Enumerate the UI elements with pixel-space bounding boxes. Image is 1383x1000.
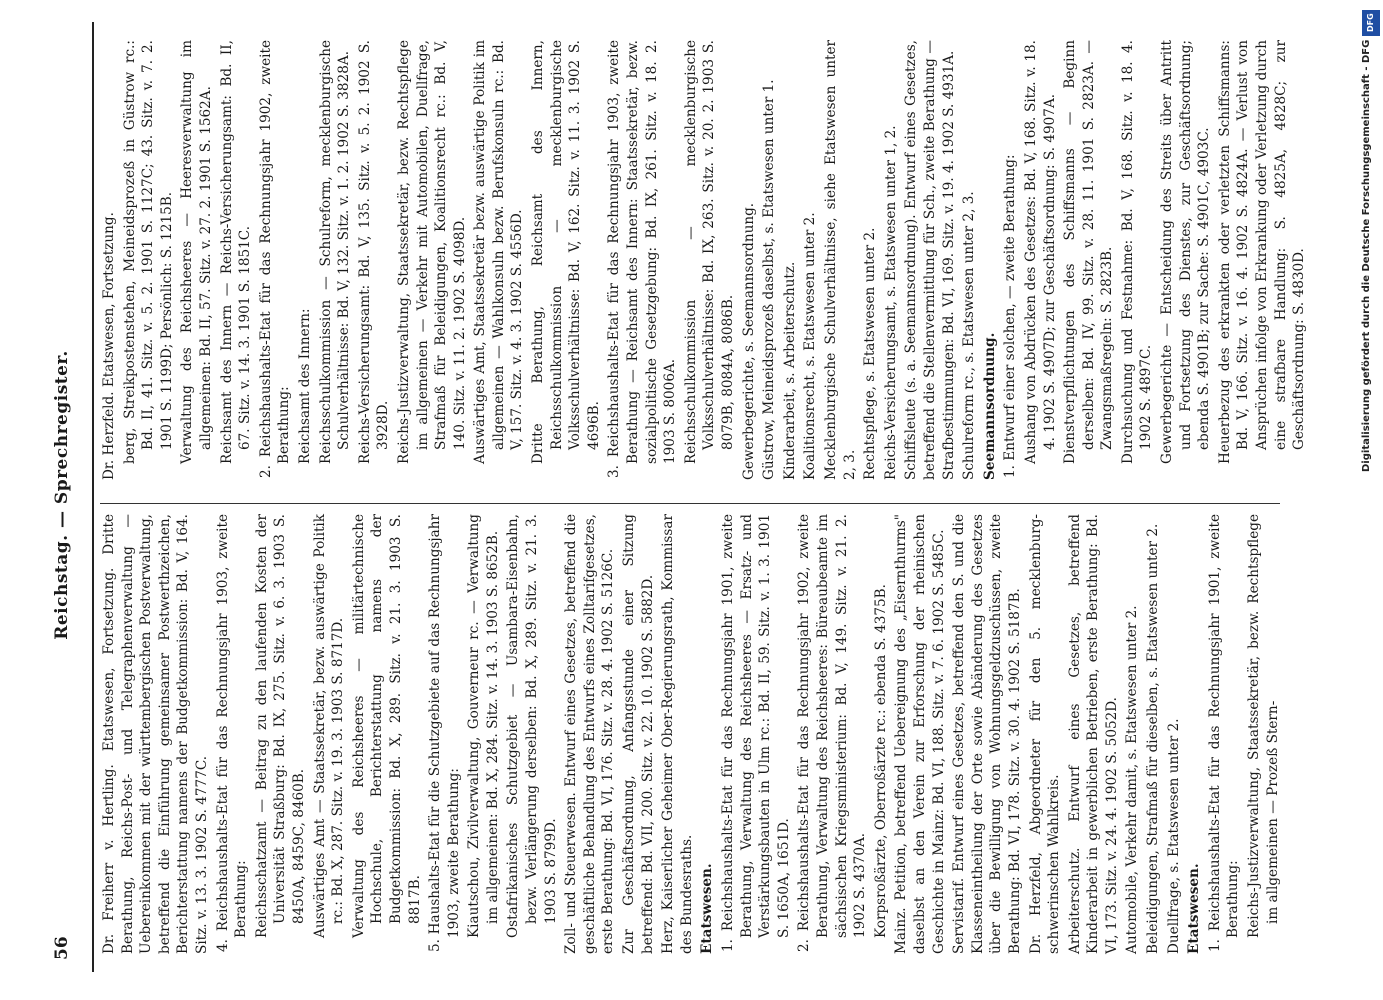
- right-entry: Mecklenburgische Schulverhältnisse, siehe Etatswesen unter 2, 3.: [822, 40, 858, 480]
- left-entry: Auswärtiges Amt — Staatssekretär, bezw. auswärtige Politik rc.: Bd. X, 287. Sitz. v. 19. 3. 1903 S. 8717D.: [311, 514, 347, 938]
- right-entry: Dr. Herzfeld. Etatswesen, Fortsetzung.: [101, 212, 117, 480]
- left-entry: Beleidigungen, Strafmaß für dieselben, s. Etatswesen unter 2.: [1145, 523, 1162, 954]
- right-entry: Heuerbezug des erkrankten oder verletzten Schiffsmanns: Bd. V, 166. Sitz. v. 16. 4. 1902 S. 4824A. — Verlust von Ansprüchen infolge von Erkrankung oder Verletzung durch eine strafbare Handlung: S. 4825A, 4828C; zur Geschäftsordnung: S. 4830D.: [1216, 40, 1308, 464]
- left-entry: Mainz. Petition, betreffend Uebereignung des „Eisernthurms" daselbst an den Verein zur Erforschung der rheinischen Geschichte in Mainz: Bd. VI, 188. Sitz. v. 7. 6. 1902 S. 5485C.: [893, 514, 947, 954]
- right-entry: Reichsamt des Innern:: [296, 308, 313, 464]
- left-entry: Etatswesen.: [1186, 863, 1203, 954]
- right-entry: Rechtspflege, s. Etatswesen unter 2.: [862, 227, 879, 480]
- right-entry: Verwaltung des Reichsheeres — Heeresverwaltung im allgemeinen: Bd. II, 57. Sitz. v. 27. 2. 1901 S. 1562A.: [179, 40, 214, 464]
- left-entry: Zur Geschäftsordnung, Anfangsstunde einer Sitzung betreffend: Bd. VII, 200. Sitz. v. 22. 10. 1902 S. 5882D.: [621, 514, 656, 954]
- left-entry: Arbeiterschutz. Entwurf eines Gesetzes, betreffend Kinderarbeit in gewerblichen Betrieben, erste Berathung: Bd. VI, 173. Sitz. v. 24. 4. 1902 S. 5052D.: [1066, 514, 1120, 954]
- right-entry: Seemannsordnung.: [981, 332, 998, 480]
- left-entry: Verwaltung des Reichsheeres — militärtechnische Hochschule, Berichterstattung namens der Budgetkommission: Bd. X, 289. Sitz. v. 21. 3. 1903 S. 8817B.: [350, 514, 423, 938]
- right-entry: Reichs-Justizverwaltung, Staatssekretär, bezw. Rechtspflege im allgemeinen — Verkehr mit Automobilen, Duellfrage, Strafmaß für Beleidigungen, Koalitionsrecht rc.: Bd. V, 140. Sitz. v. 11. 2. 1902 S. 4098D.: [395, 40, 468, 464]
- running-title: Reichstag. — Sprechregister.: [52, 350, 72, 640]
- right-entry: Dritte Berathung, Reichsamt des Innern, Reichsschulkommission — mecklenburgische Volksschulverhältnisse: Bd. V, 162. Sitz. v. 11. 3. 1902 S. 4696B.: [530, 40, 602, 464]
- left-entry: Herz, Kaiserlicher Geheimer Ober-Regierungsrath, Kommissar des Bundesraths.: [660, 514, 695, 954]
- page-header: [52, 30, 92, 960]
- left-entry: Reichs-Justizverwaltung, Staatssekretär, bezw. Rechtspflege im allgemeinen — Prozeß Stern-: [1246, 514, 1281, 938]
- left-entry: 1. Reichshaushalts-Etat für das Rechnungsjahr 1901, zweite Berathung:: [1206, 514, 1242, 952]
- right-entry: 2. Reichshaushalts-Etat für das Rechnungsjahr 1902, zweite Berathung:: [257, 40, 293, 478]
- left-entry: Reichsschatzamt — Beitrag zu den laufenden Kosten der Universität Straßburg: Bd. IX, 275. Sitz. v. 6. 3. 1903 S. 8450A, 8459C, 8460B.: [253, 514, 307, 938]
- column-divider: [100, 503, 1280, 504]
- page-number: 56: [52, 936, 72, 960]
- right-entry: Auswärtiges Amt, Staatssekretär bezw. auswärtige Politik im allgemeinen — Wahlkonsuln bezw. Berufskonsuln rc.: Bd. V, 157. Sitz. v. 4. 3. 1902 S. 4556D.: [472, 40, 526, 464]
- right-entry: Gewerbegerichte, s. Seemannsordnung.: [740, 202, 757, 480]
- right-entry: Koalitionsrecht, s. Etatswesen unter 2.: [802, 212, 819, 480]
- right-entry: Dienstverpflichtungen des Schiffsmanns — Beginn derselben: Bd. IV, 99. Sitz. v. 28. 11. 1901 S. 2823A. — Zwangsmaßregeln: S. 2823B.: [1062, 40, 1116, 464]
- left-entry: Etatswesen.: [699, 863, 716, 954]
- right-entry: Kinderarbeit, s. Arbeiterschutz.: [781, 261, 798, 480]
- dfg-logo-text: DFG: [1366, 13, 1375, 33]
- right-entry: 3. Reichshaushalts-Etat für das Rechnungsjahr 1903, zweite Berathung — Reichsamt des Innern: Staatssekretär, bezw. sozialpolitische Gesetzgebung: Bd. IX, 261. Sitz. v. 18. 2. 1903 S. 8006A.: [606, 40, 679, 478]
- right-entry: Reichs-Versicherungsamt, s. Etatswesen unter 1, 2.: [882, 125, 899, 480]
- right-entry: Reichs-Versicherungsamt: Bd. V, 135. Sitz. v. 5. 2. 1902 S. 3928D.: [356, 40, 392, 464]
- right-entry: Gewerbegerichte — Entscheidung des Streits über Antritt und Fortsetzung des Dienstes, zur Geschäftsordnung; ebenda S. 4901B; zur Sache: S. 4901C, 4903C.: [1159, 40, 1213, 464]
- right-entry: Schulreform rc., s. Etatswesen unter 2, 3.: [961, 191, 978, 480]
- right-entry: Durchsuchung und Festnahme: Bd. V, 168. Sitz. v. 18. 4. 1902 S. 4897C.: [1119, 40, 1155, 464]
- right-entry: Reichsschulkommission — mecklenburgische Volksschulverhältnisse: Bd. IX, 263. Sitz. v. 20. 2. 1903 S. 8079B, 8084A, 8086B.: [682, 40, 736, 464]
- digitization-note: Digitalisierung gefördert durch die Deutsche Forschungsgemeinschaft - DFG: [1361, 40, 1372, 473]
- dfg-logo: [1362, 10, 1380, 36]
- left-entry: Korpsroßärzte, Oberroßärzte rc.: ebenda S. 4375B.: [872, 584, 889, 938]
- right-entry: Aushang von Abdrücken des Gesetzes: Bd. V, 168. Sitz. v. 18. 4. 1902 S. 4907D; zur Geschäftsordnung: S. 4907A.: [1022, 40, 1058, 464]
- left-entry: Servistarif. Entwurf eines Gesetzes, betreffend den S. und die Klasseneintheilung der Orte sowie Abänderung des Gesetzes über die Bewilligung von Wohnungsgeldzuschüssen, zweite Berathung: Bd. VI, 178. Sitz. v. 30. 4. 1902 S. 5187B.: [951, 514, 1023, 954]
- left-entry: Ostafrikanisches Schutzgebiet — Usambara-Eisenbahn, bezw. Verlängerung derselben: Bd. X, 289. Sitz. v. 21. 3. 1903 S. 8799D.: [505, 514, 559, 938]
- right-entry: Schiffsleute (s. a. Seemannsordnung). Entwurf eines Gesetzes, betreffend die Stellenvermittlung für Sch., zweite Berathung — Strafbestimmungen: Bd. VI, 169. Sitz. v. 19. 4. 1902 S. 4931A.: [903, 40, 957, 480]
- left-column: [100, 514, 1290, 954]
- left-entry: Dr. Herzfeld, Abgeordneter für den 5. mecklenburg-schwerinschen Wahlkreis.: [1027, 514, 1063, 954]
- right-entry: Güstrow, Meineidsprozeß daselbst, s. Etatswesen unter 1.: [761, 79, 778, 480]
- right-entry: 1. Entwurf einer solchen, — zweite Berathung:: [1002, 154, 1019, 478]
- left-entry: Duellfrage, s. Etatswesen unter 2.: [1165, 718, 1182, 954]
- right-entry: berg, Streikpostenstehen, Meineidsprozeß in Güstrow rc.: Bd. II, 41. Sitz. v. 5. 2. 1901 S. 1127C; 43. Sitz. v. 7. 2. 1901 S. 1199D; Persönlich: S. 1215B.: [121, 40, 175, 464]
- left-entry: Dr. Freiherr v. Hertling. Etatswesen, Fortsetzung. Dritte Berathung, Reichs-Post- und Telegraphenverwaltung — Uebereinkommen mit der württembergischen Postverwaltung, betreffend die Einführung gemeinsamer Postwerthzeichen, Berichterstattung namens der Budgetkommission: Bd. V, 164. Sitz. v. 13. 3. 1902 S. 4777C.: [101, 514, 210, 954]
- left-entry: Automobile, Verkehr damit, s. Etatswesen unter 2.: [1124, 605, 1141, 954]
- right-column: [100, 40, 1308, 480]
- left-entry: Zoll- und Steuerwesen. Entwurf eines Gesetzes, betreffend die geschäftliche Behandlung des Entwurfs eines Zolltarifgesetzes, erste Berathung: Bd. VI, 176. Sitz. v. 28. 4. 1902 S. 5126C.: [563, 514, 617, 954]
- left-entry: 1. Reichshaushalts-Etat für das Rechnungsjahr 1901, zweite Berathung, Verwaltung des Reichsheeres — Ersatz- und Verstärkungsbauten in Ulm rc.: Bd. II, 59. Sitz. v. 1. 3. 1901 S. 1650A, 1651D.: [720, 514, 792, 952]
- header-rule: [92, 22, 94, 972]
- left-entry: 5. Haushalts-Etat für die Schutzgebiete auf das Rechnungsjahr 1903, zweite Berathung:: [427, 514, 462, 952]
- right-entry: Reichsschulkommission — Schulreform, mecklenburgische Schulverhältnisse: Bd. V, 132. Sitz. v. 1. 2. 1902 S. 3828A.: [317, 40, 353, 464]
- left-entry: 2. Reichshaushalts-Etat für das Rechnungsjahr 1902, zweite Berathung, Verwaltung des Reichsheeres: Büreaubeamte im sächsischen Kriegsministerium: Bd. V, 149. Sitz. v. 21. 2. 1902 S. 4370A.: [796, 514, 869, 952]
- right-entry: Reichsamt des Innern — Reichs-Versicherungsamt: Bd. II, 67. Sitz. v. 14. 3. 1901 S. 1851C.: [218, 40, 254, 464]
- left-entry: Kiautschou, Zivilverwaltung, Gouverneur rc. — Verwaltung im allgemeinen: Bd. X, 284. Sitz. v. 14. 3. 1903 S. 8652B.: [466, 514, 501, 938]
- left-entry: 4. Reichshaushalts-Etat für das Rechnungsjahr 1903, zweite Berathung:: [214, 514, 250, 952]
